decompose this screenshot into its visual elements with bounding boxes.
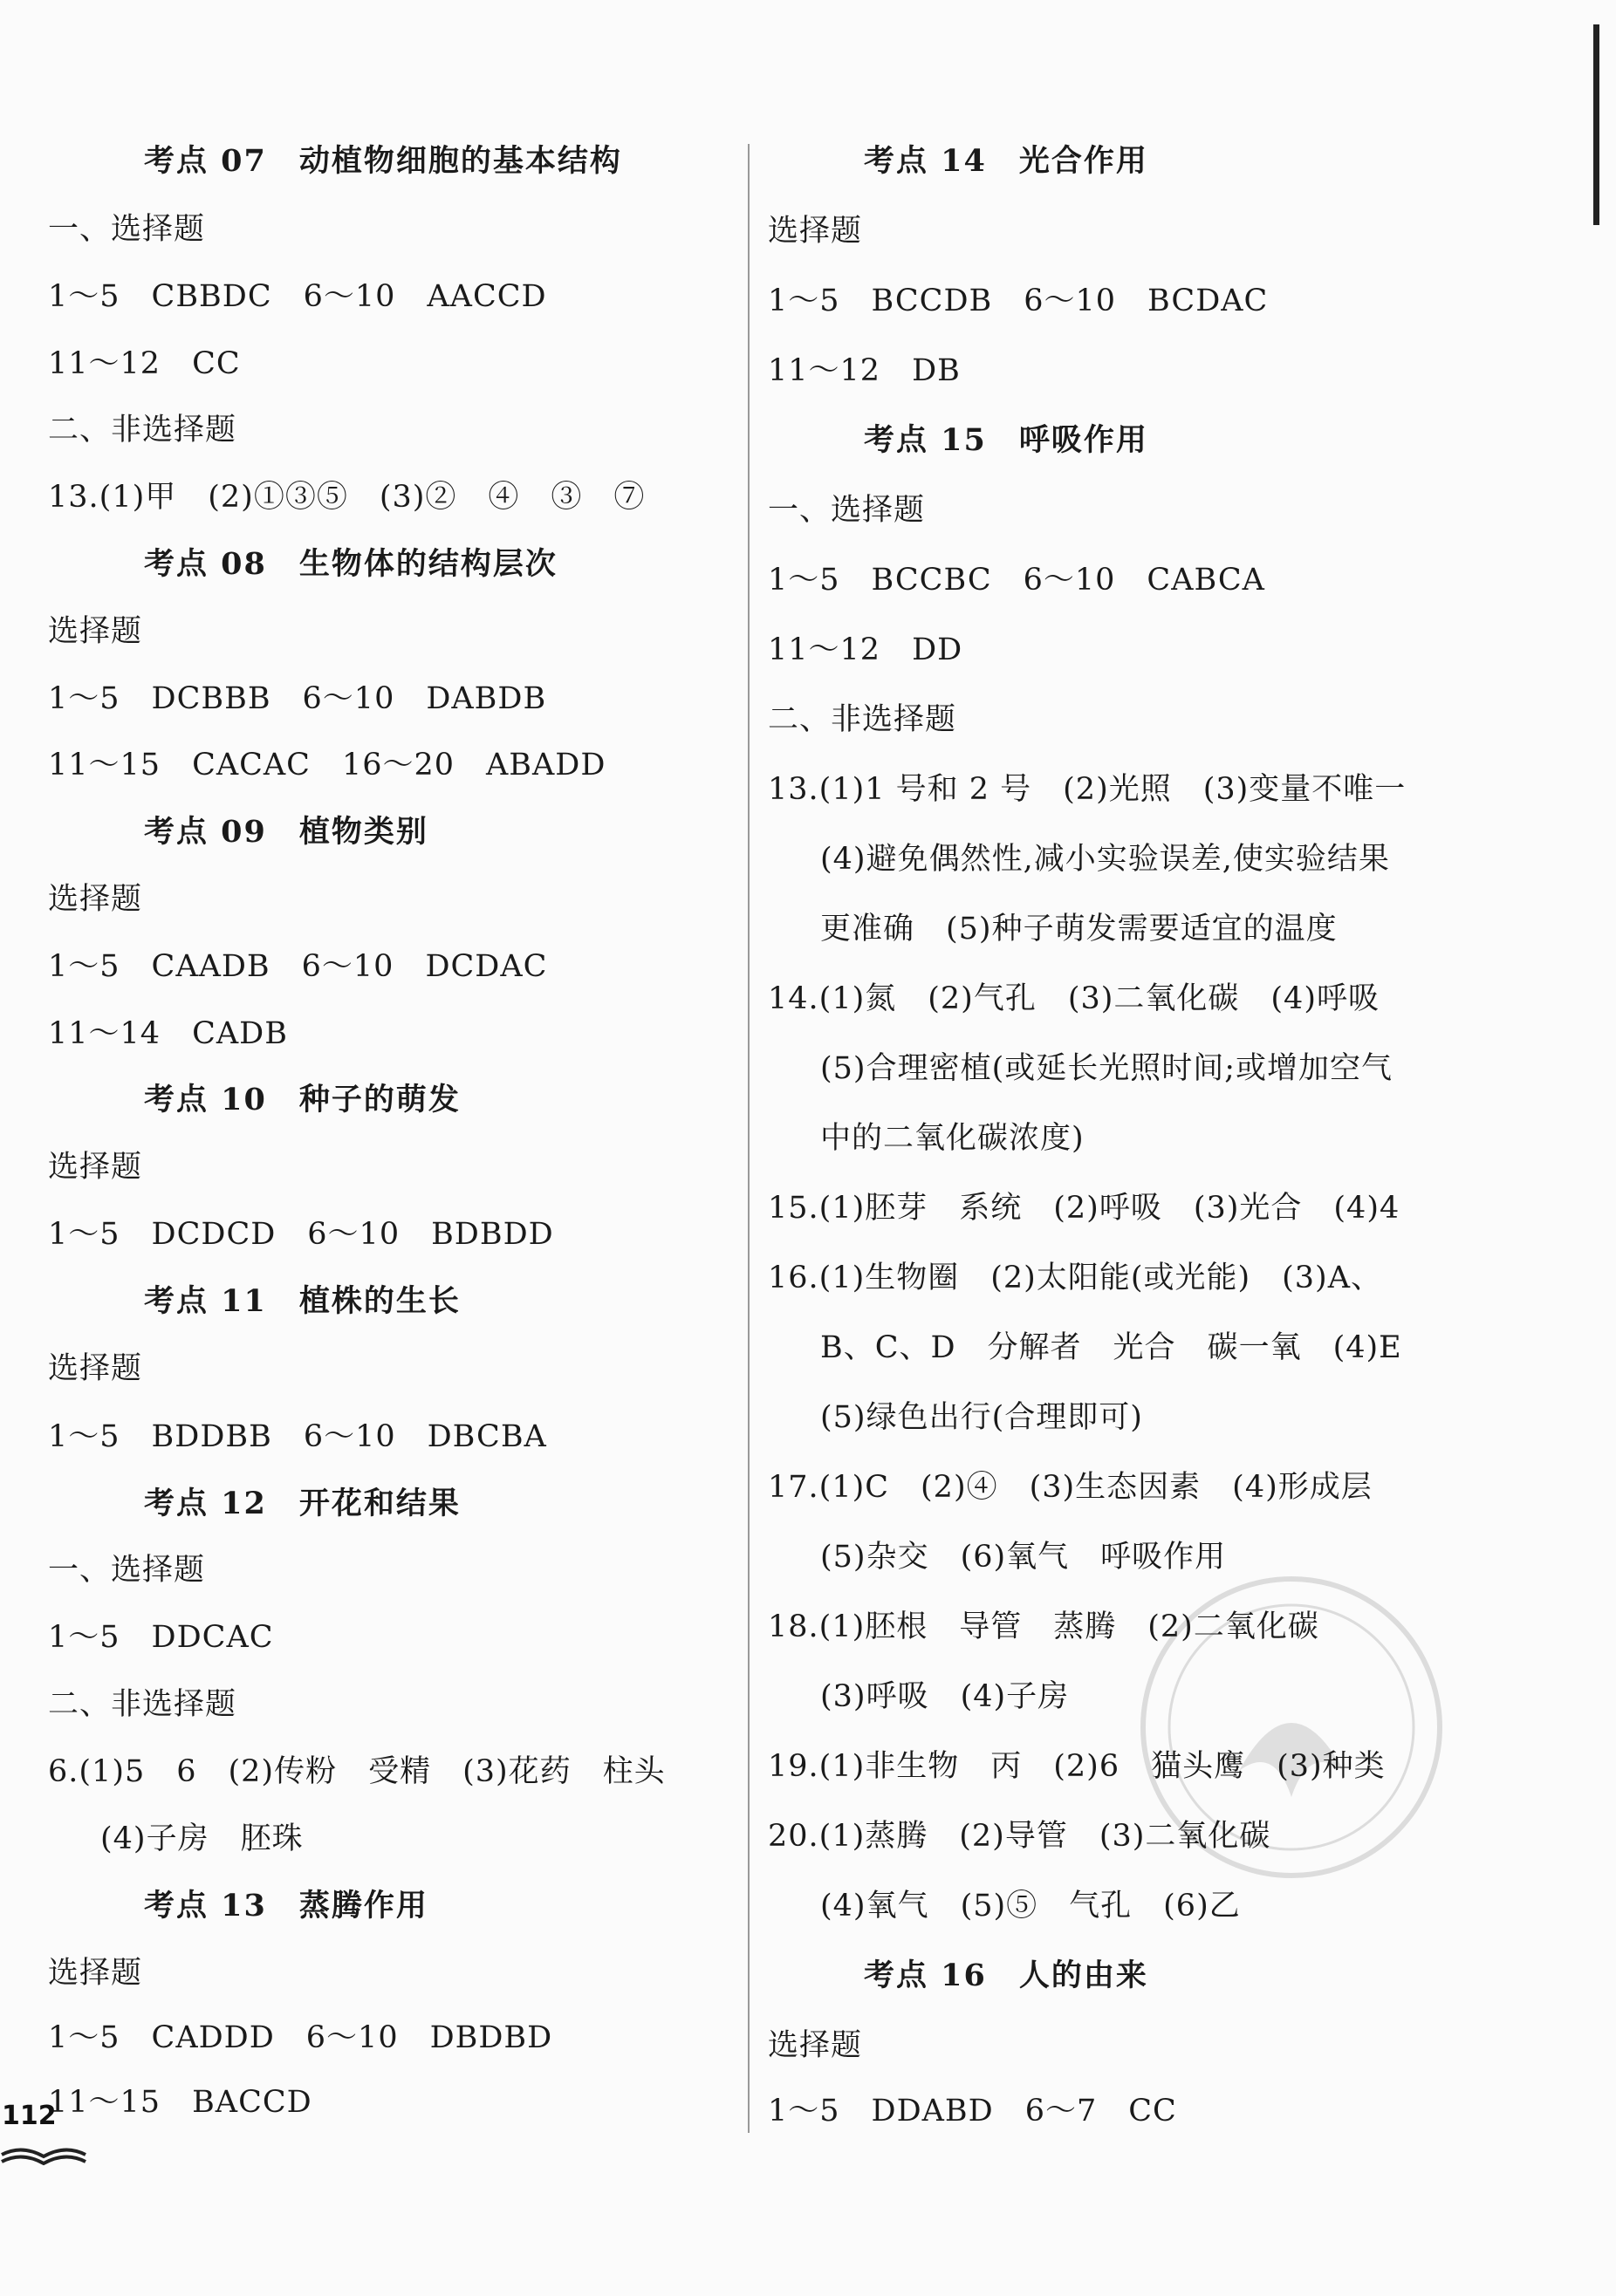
question-type-label: 选择题 <box>48 1956 143 1991</box>
answer-line: 1～5 BCCBC 6～10 CABCA <box>768 563 1265 598</box>
answer-line: 13.(1)甲 (2)①③⑤ (3)② ④ ③ ⑦ <box>48 480 646 515</box>
answer-line: (4)氧气 (5)⑤ 气孔 (6)乙 <box>820 1889 1241 1924</box>
scan-edge-bar <box>1593 24 1599 225</box>
answer-line: 1～5 DCBBB 6～10 DABDB <box>48 681 547 716</box>
answer-line: 13.(1)1 号和 2 号 (2)光照 (3)变量不唯一 <box>768 772 1407 807</box>
question-type-label: 选择题 <box>768 214 863 249</box>
question-type-label: 二、非选择题 <box>48 1687 237 1722</box>
question-type-label: 选择题 <box>768 2028 863 2063</box>
section-heading: 考点 07 动植物细胞的基本结构 <box>144 143 622 179</box>
answer-line: 11～12 CC <box>48 346 241 381</box>
question-type-label: 二、非选择题 <box>768 702 957 737</box>
answer-line: 1～5 CAADB 6～10 DCDAC <box>48 949 548 984</box>
answer-line: 1～5 DDCAC <box>48 1620 274 1655</box>
answer-line: 6.(1)5 6 (2)传粉 受精 (3)花药 柱头 <box>48 1754 666 1789</box>
answer-line: 1～5 DCDCD 6～10 BDBDD <box>48 1217 554 1252</box>
answer-line: (5)合理密植(或延长光照时间;或增加空气 <box>820 1051 1393 1086</box>
column-divider <box>748 144 750 2133</box>
answer-line: 14.(1)氮 (2)气孔 (3)二氧化碳 (4)呼吸 <box>768 981 1380 1016</box>
answer-line: 更准确 (5)种子萌发需要适宜的温度 <box>820 912 1338 946</box>
section-heading: 考点 10 种子的萌发 <box>144 1082 461 1117</box>
answer-line: 20.(1)蒸腾 (2)导管 (3)二氧化碳 <box>768 1819 1271 1854</box>
section-heading: 考点 09 植物类别 <box>144 814 428 850</box>
answer-line: 19.(1)非生物 丙 (2)6 猫头鹰 (3)种类 <box>768 1749 1386 1784</box>
answer-line: 16.(1)生物圈 (2)太阳能(或光能) (3)A、 <box>768 1261 1382 1295</box>
section-heading: 考点 15 呼吸作用 <box>864 422 1148 458</box>
answer-line: 11～15 BACCD <box>48 2085 312 2120</box>
question-type-label: 一、选择题 <box>48 1553 206 1588</box>
answer-line: B、C、D 分解者 光合 碳一氧 (4)E <box>820 1330 1402 1365</box>
answer-line: 1～5 CBBDC 6～10 AACCD <box>48 279 547 314</box>
answer-line: 1～5 CADDD 6～10 DBDBD <box>48 2020 553 2055</box>
open-book-icon <box>0 2137 87 2172</box>
answer-line: 1～5 DDABD 6～7 CC <box>768 2094 1177 2129</box>
answer-line: 1～5 BCCDB 6～10 BCDAC <box>768 284 1269 318</box>
question-type-label: 一、选择题 <box>48 212 206 247</box>
question-type-label: 二、非选择题 <box>48 413 237 448</box>
answer-line: 17.(1)C (2)④ (3)生态因素 (4)形成层 <box>768 1470 1373 1505</box>
question-type-label: 一、选择题 <box>768 493 926 528</box>
question-type-label: 选择题 <box>48 1150 143 1185</box>
answer-line: (5)杂交 (6)氧气 呼吸作用 <box>820 1540 1227 1575</box>
answer-line: 中的二氧化碳浓度) <box>820 1121 1085 1156</box>
answer-line: (3)呼吸 (4)子房 <box>820 1679 1070 1714</box>
answer-line: 11～14 CADB <box>48 1016 288 1051</box>
answer-line: (4)避免偶然性,减小实验误差,使实验结果 <box>820 842 1390 877</box>
answer-line: 15.(1)胚芽 系统 (2)呼吸 (3)光合 (4)4 <box>768 1191 1400 1226</box>
answer-line: 11～12 DD <box>768 632 963 667</box>
section-heading: 考点 13 蒸腾作用 <box>144 1888 428 1924</box>
question-type-label: 选择题 <box>48 882 143 917</box>
answer-line: (5)绿色出行(合理即可) <box>820 1400 1143 1435</box>
page-number: 112 <box>2 2101 57 2131</box>
section-heading: 考点 12 开花和结果 <box>144 1486 461 1521</box>
section-heading: 考点 11 植株的生长 <box>144 1283 461 1319</box>
answer-line: 18.(1)胚根 导管 蒸腾 (2)二氧化碳 <box>768 1609 1319 1644</box>
question-type-label: 选择题 <box>48 614 143 649</box>
answer-line: (4)子房 胚珠 <box>100 1821 304 1856</box>
answer-line: 11～12 DB <box>768 353 961 388</box>
section-heading: 考点 08 生物体的结构层次 <box>144 546 558 582</box>
section-heading: 考点 16 人的由来 <box>864 1958 1148 1993</box>
section-heading: 考点 14 光合作用 <box>864 143 1148 179</box>
answer-line: 1～5 BDDBB 6～10 DBCBA <box>48 1419 547 1454</box>
question-type-label: 选择题 <box>48 1351 143 1386</box>
answer-line: 11～15 CACAC 16～20 ABADD <box>48 748 606 782</box>
